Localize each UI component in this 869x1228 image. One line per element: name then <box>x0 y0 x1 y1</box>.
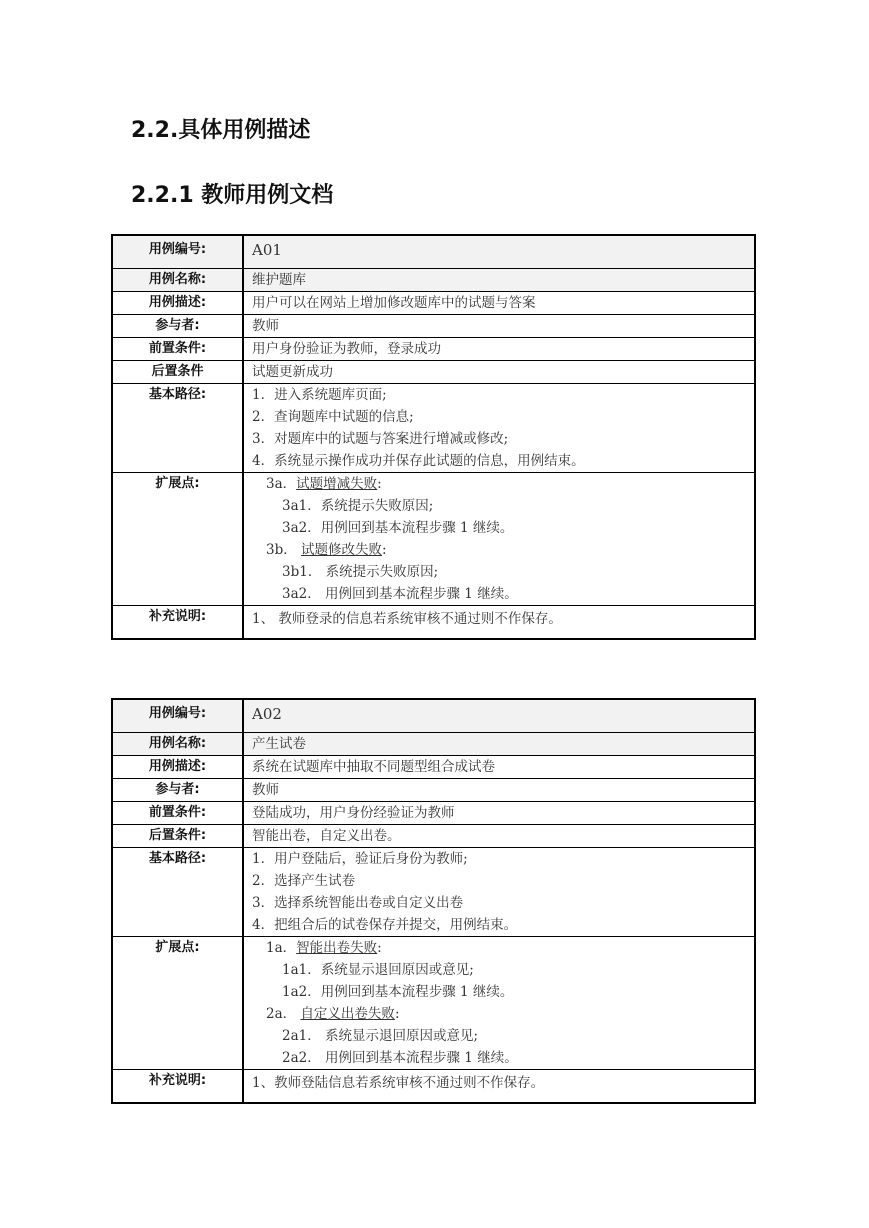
row-label: 前置条件: <box>112 338 243 361</box>
row-label: 用例描述: <box>112 756 243 779</box>
path-step: 2．选择产生试卷 <box>252 873 356 889</box>
use-case-note: 1、 教师登录的信息若系统审核不通过则不作保存。 <box>243 606 755 640</box>
row-label: 参与者: <box>112 779 243 802</box>
row-label: 用例编号: <box>112 699 243 733</box>
row-label: 基本路径: <box>112 384 243 473</box>
table-row <box>112 269 755 292</box>
use-case-name: 维护题库 <box>243 269 755 292</box>
use-case-note: 1、教师登陆信息若系统审核不通过则不作保存。 <box>243 1070 755 1104</box>
path-step: 3．选择系统智能出卷或自定义出卷 <box>252 895 464 911</box>
table-row <box>112 473 755 606</box>
path-step: 1．进入系统题库页面; <box>252 387 387 403</box>
extension-heading: 3b． 试题修改失败: <box>266 542 387 558</box>
use-case-precondition: 登陆成功，用户身份经验证为教师 <box>243 802 755 825</box>
use-case-description: 系统在试题库中抽取不同题型组合成试卷 <box>243 756 755 779</box>
table-row <box>112 937 755 1070</box>
extension-step: 2a2． 用例回到基本流程步骤 1 继续。 <box>282 1050 518 1066</box>
path-step: 1．用户登陆后，验证后身份为教师; <box>252 851 468 867</box>
use-case-description: 用户可以在网站上增加修改题库中的试题与答案 <box>243 292 755 315</box>
table-row <box>112 825 755 848</box>
table-row <box>112 338 755 361</box>
use-case-actor: 教师 <box>243 315 755 338</box>
extension-heading: 1a．智能出卷失败: <box>266 940 382 956</box>
use-case-basic-path <box>243 384 755 473</box>
table-row <box>112 384 755 473</box>
row-label: 基本路径: <box>112 848 243 937</box>
use-case-table-a02 <box>111 698 756 1104</box>
table-row <box>112 1070 755 1104</box>
use-case-extensions <box>243 473 755 606</box>
use-case-postcondition: 智能出卷，自定义出卷。 <box>243 825 755 848</box>
use-case-postcondition: 试题更新成功 <box>243 361 755 384</box>
table-row <box>112 848 755 937</box>
use-case-actor: 教师 <box>243 779 755 802</box>
table-row <box>112 315 755 338</box>
row-label: 前置条件: <box>112 802 243 825</box>
row-label: 用例名称: <box>112 733 243 756</box>
table-row <box>112 361 755 384</box>
table-row <box>112 699 755 733</box>
extension-step: 3a1．系统提示失败原因; <box>282 498 434 514</box>
extension-step: 3a2．用例回到基本流程步骤 1 继续。 <box>282 520 514 536</box>
row-label: 扩展点: <box>112 937 243 1070</box>
path-step: 2．查询题库中试题的信息; <box>252 409 414 425</box>
row-label: 用例名称: <box>112 269 243 292</box>
row-label: 补充说明: <box>112 1070 243 1104</box>
table-row <box>112 235 755 269</box>
table-row <box>112 606 755 640</box>
extension-step: 2a1． 系统显示退回原因或意见; <box>282 1028 479 1044</box>
table-row <box>112 756 755 779</box>
use-case-id: A01 <box>243 235 755 269</box>
path-step: 4．把组合后的试卷保存并提交，用例结束。 <box>252 917 518 933</box>
use-case-table-a01 <box>111 234 756 640</box>
row-label: 补充说明: <box>112 606 243 640</box>
table-row <box>112 779 755 802</box>
extension-heading: 2a． 自定义出卷失败: <box>266 1006 400 1022</box>
path-step: 3．对题库中的试题与答案进行增减或修改; <box>252 431 509 447</box>
row-label: 用例描述: <box>112 292 243 315</box>
row-label: 扩展点: <box>112 473 243 606</box>
row-label: 用例编号: <box>112 235 243 269</box>
use-case-basic-path <box>243 848 755 937</box>
row-label: 后置条件 <box>112 361 243 384</box>
extension-step: 3b1． 系统提示失败原因; <box>282 564 439 580</box>
section-title: 2.2.具体用例描述 <box>131 118 311 143</box>
subsection-title: 2.2.1 教师用例文档 <box>131 183 334 208</box>
table-row <box>112 733 755 756</box>
use-case-extensions <box>243 937 755 1070</box>
extension-heading: 3a．试题增减失败: <box>266 476 382 492</box>
extension-step: 1a1．系统显示退回原因或意见; <box>282 962 474 978</box>
row-label: 后置条件: <box>112 825 243 848</box>
row-label: 参与者: <box>112 315 243 338</box>
extension-step: 1a2．用例回到基本流程步骤 1 继续。 <box>282 984 514 1000</box>
use-case-precondition: 用户身份验证为教师，登录成功 <box>243 338 755 361</box>
table-row <box>112 802 755 825</box>
path-step: 4．系统显示操作成功并保存此试题的信息，用例结束。 <box>252 453 585 469</box>
extension-step: 3a2． 用例回到基本流程步骤 1 继续。 <box>282 586 518 602</box>
table-row <box>112 292 755 315</box>
use-case-id: A02 <box>243 699 755 733</box>
use-case-name: 产生试卷 <box>243 733 755 756</box>
